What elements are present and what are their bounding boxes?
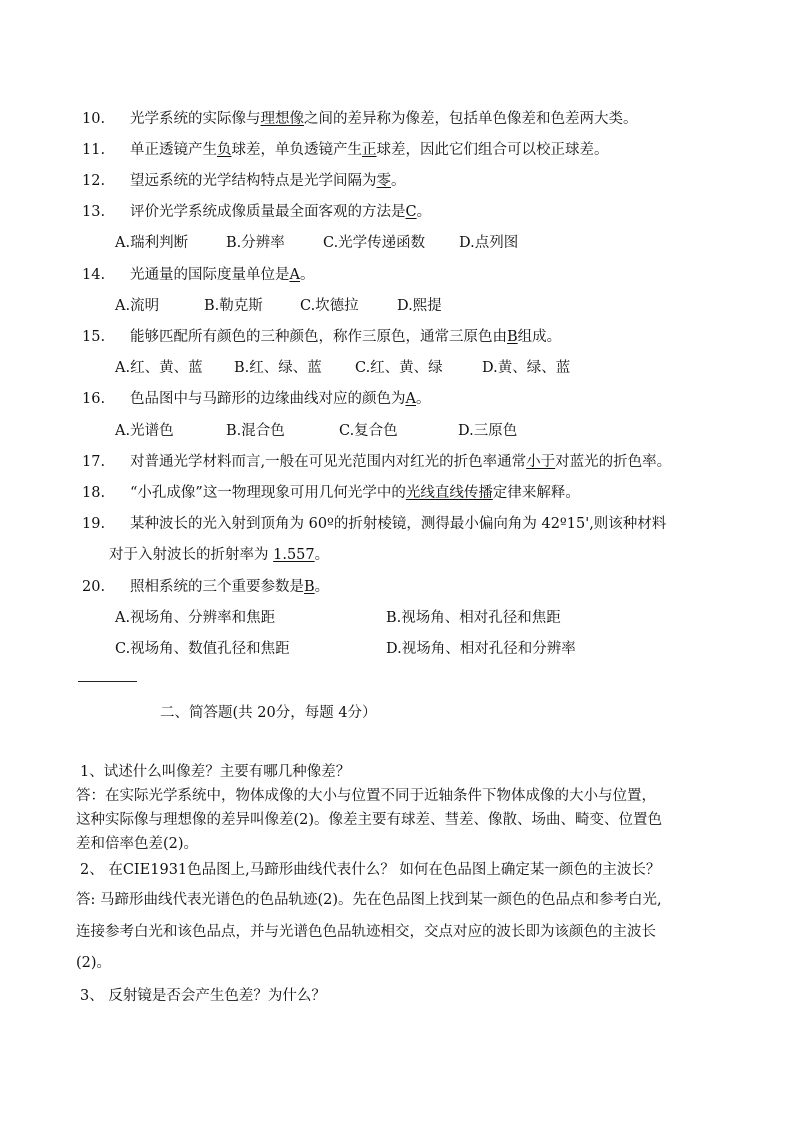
question-text: 球差，单负透镜产生 (231, 142, 362, 158)
question-19-continued (109, 545, 329, 565)
section-heading: 二、简答题(共 20分，每题 4分） (160, 705, 377, 721)
question-text: 某种波长的光入射到顶角为 60º的折射棱镜，测得最小偏向角为 42º15',则该种材料 (130, 516, 667, 532)
sa-answer-line: 答: 马蹄形曲线代表光谱色的色品轨迹(2)。先在色品图上找到某一颜色的色品点和参考白光, (76, 892, 662, 908)
question-number: 16. (82, 391, 106, 407)
option-a: A.红、黄、蓝 (115, 360, 203, 376)
answer-fill: B (507, 329, 518, 345)
question-number: 11. (82, 142, 106, 158)
answer-fill: C (405, 204, 417, 220)
sa-answer-line: 答：在实际光学系统中，物体成像的大小与位置不同于近轴条件下物体成像的大小与位置， (76, 788, 656, 804)
option-b: B.勒克斯 (204, 298, 263, 314)
sa-question: 3、 反射镜是否会产生色差？为什么？ (80, 988, 326, 1004)
option-a: A.瑞利判断 (115, 235, 189, 251)
sa-question: 1、试述什么叫像差？主要有哪几种像差？ (80, 764, 351, 780)
question-text: 球差，因此它们组合可以校正球差。 (376, 142, 609, 158)
answer-fill: 小于 (526, 454, 556, 470)
question-18 (82, 483, 580, 503)
question-14 (82, 265, 314, 285)
question-text: 。 (299, 267, 315, 283)
question-number: 13. (82, 204, 106, 220)
question-number: 19. (82, 516, 106, 532)
option-a: A.流明 (115, 298, 160, 314)
question-12 (82, 171, 406, 191)
question-text: 对于入射波长的折射率为 (109, 547, 274, 563)
question-number: 18. (82, 485, 106, 501)
question-text: 单正透镜产生 (130, 142, 217, 158)
option-b: B.视场角、相对孔径和焦距 (386, 610, 561, 626)
answer-fill: 光线直线传播 (405, 485, 493, 501)
question-text: 能够匹配所有颜色的三种颜色，称作三原色，通常三原色由 (130, 329, 507, 345)
question-number: 14. (82, 267, 106, 283)
answer-fill: 正 (362, 142, 377, 158)
question-text: 定律来解释。 (492, 485, 580, 501)
option-d: D.视场角、相对孔径和分辨率 (386, 641, 576, 657)
option-b: B.混合色 (226, 423, 285, 439)
question-text: 组成。 (517, 329, 562, 345)
question-text: 。 (415, 391, 431, 407)
answer-fill: A (289, 267, 300, 283)
option-a: A.光谱色 (115, 423, 174, 439)
option-c: C.复合色 (339, 423, 398, 439)
question-text: 色品图中与马蹄形的边缘曲线对应的颜色为 (130, 391, 406, 407)
answer-fill: 1.557 (273, 547, 315, 563)
question-text: 。 (416, 204, 432, 220)
question-text: 评价光学系统成像质量最全面客观的方法是 (130, 204, 406, 220)
option-d: D.三原色 (458, 423, 518, 439)
sa-question: 2、 在CIE1931色品图上,马蹄形曲线代表什么？ 如何在色品图上确定某一颜色的主波长？ (80, 862, 661, 878)
answer-fill: 零 (376, 173, 391, 189)
option-b: B.红、绿、蓝 (234, 360, 322, 376)
question-19 (82, 514, 666, 534)
question-text: 对蓝光的折色率。 (555, 454, 672, 470)
question-text: 光通量的国际度量单位是 (130, 267, 290, 283)
question-11 (82, 140, 609, 160)
sa-answer-line: 连接参考白光和该色品点，并与光谱色色品轨迹相交，交点对应的波长即为该颜色的主波长 (76, 924, 656, 940)
question-text: “小孔成像”这一物理现象可用几何光学中的 (130, 485, 406, 501)
question-13 (82, 202, 431, 222)
question-text: 。 (314, 547, 330, 563)
question-number: 20. (82, 579, 106, 595)
question-text: 之间的差异称为像差，包括单色像差和色差两大类。 (304, 111, 638, 127)
option-c: C.视场角、数值孔径和焦距 (115, 641, 290, 657)
answer-fill: A (405, 391, 416, 407)
question-number: 10. (82, 111, 106, 127)
answer-fill: 负 (217, 142, 232, 158)
sa-answer-line: 这种实际像与理想像的差异叫像差(2)。像差主要有球差、彗差、像散、场曲、畸变、位置色 (76, 812, 663, 828)
option-d: D.熙提 (397, 298, 442, 314)
option-c: C.坎德拉 (300, 298, 359, 314)
sa-answer-line: (2)。 (76, 955, 112, 971)
question-16 (82, 389, 430, 409)
question-text: 。 (391, 173, 406, 189)
question-text: 照相系统的三个重要参数是 (130, 579, 304, 595)
question-text: 。 (314, 579, 330, 595)
question-text: 对普通光学材料而言,一般在可见光范围内对红光的折色率通常 (130, 454, 527, 470)
answer-fill: B (304, 579, 315, 595)
question-20 (82, 577, 329, 597)
option-b: B.分辨率 (226, 235, 285, 251)
question-number: 17. (82, 454, 106, 470)
option-d: D.点列图 (459, 235, 519, 251)
question-number: 15. (82, 329, 106, 345)
separator-line (78, 681, 137, 682)
question-10 (82, 109, 638, 129)
question-text: 望远系统的光学结构特点是光学间隔为 (130, 173, 377, 189)
question-text: 光学系统的实际像与 (130, 111, 261, 127)
question-number: 12. (82, 173, 106, 189)
option-c: C.光学传递函数 (323, 235, 426, 251)
question-17 (82, 452, 671, 472)
option-d: D.黄、绿、蓝 (482, 360, 571, 376)
option-a: A.视场角、分辨率和焦距 (115, 610, 276, 626)
option-c: C.红、黄、绿 (355, 360, 443, 376)
question-15 (82, 327, 561, 347)
answer-fill: 理想像 (260, 111, 304, 127)
sa-answer-line: 差和倍率色差(2)。 (76, 836, 199, 852)
